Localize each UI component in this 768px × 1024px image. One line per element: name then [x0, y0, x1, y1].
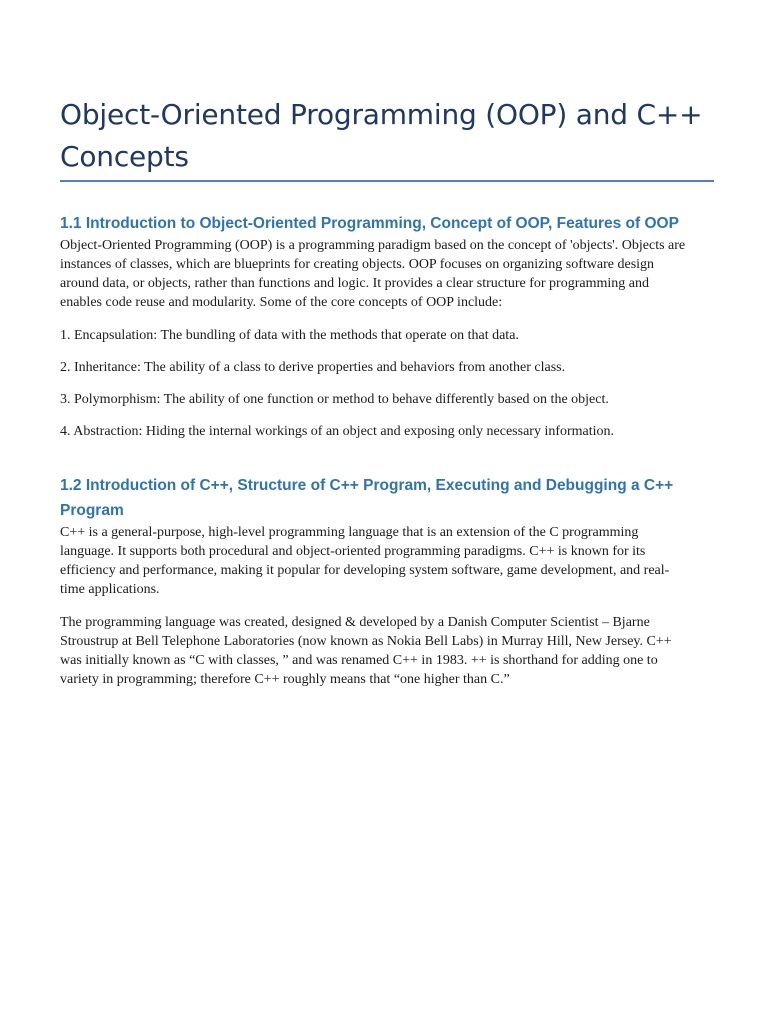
paragraph-line: The programming language was created, designed & developed by a Danish Computer Scientist – Bjarne	[60, 615, 650, 630]
paragraph-line: time applications.	[60, 582, 160, 597]
document-title	[60, 94, 720, 178]
paragraph-line: Object-Oriented Programming (OOP) is a programming paradigm based on the concept of 'objects'. Objects are	[60, 238, 686, 253]
section-2-paragraph-1	[60, 523, 720, 599]
paragraph-line: C++ is a general-purpose, high-level programming language that is an extension of the C programming	[60, 525, 639, 540]
paragraph-line: was initially known as “C with classes, ” and was renamed C++ in 1983. ++ is shorthand for adding one to	[60, 653, 658, 668]
paragraph-line: variety in programming; therefore C++ roughly means that “one higher than C.”	[60, 672, 510, 687]
paragraph-line: language. It supports both procedural and object-oriented programming paradigms. C++ is known for its	[60, 544, 646, 559]
list-item-polymorphism: 3. Polymorphism: The ability of one function or method to behave differently based on the object.	[60, 392, 609, 407]
list-item-encapsulation: 1. Encapsulation: The bundling of data with the methods that operate on that data.	[60, 328, 519, 343]
title-line: Concepts	[60, 140, 189, 173]
paragraph-line: instances of classes, which are blueprints for creating objects. OOP focuses on organizing software design	[60, 257, 655, 272]
section-2-paragraph-2	[60, 613, 720, 689]
section-1-intro-paragraph	[60, 236, 720, 312]
heading-line: Program	[60, 502, 124, 519]
paragraph-line: efficiency and performance, making it popular for developing system software, game development, and real-	[60, 563, 670, 578]
section-1-heading: 1.1 Introduction to Object-Oriented Programming, Concept of OOP, Features of OOP	[60, 215, 679, 232]
title-line: Object-Oriented Programming (OOP) and C++	[60, 98, 703, 131]
paragraph-line: Stroustrup at Bell Telephone Laboratories (now known as Nokia Bell Labs) in Murray Hill, New Jersey. C++	[60, 634, 672, 649]
paragraph-line: around data, or objects, rather than functions and logic. It provides a clear structure for programming and	[60, 276, 649, 291]
list-item-inheritance: 2. Inheritance: The ability of a class to derive properties and behaviors from another class.	[60, 360, 566, 375]
list-item-abstraction: 4. Abstraction: Hiding the internal workings of an object and exposing only necessary information.	[60, 424, 615, 439]
heading-line: 1.2 Introduction of C++, Structure of C++ Program, Executing and Debugging a C++	[60, 477, 674, 494]
section-2-heading	[60, 473, 720, 523]
title-underline-rule	[60, 180, 714, 182]
paragraph-line: enables code reuse and modularity. Some of the core concepts of OOP include:	[60, 295, 503, 310]
